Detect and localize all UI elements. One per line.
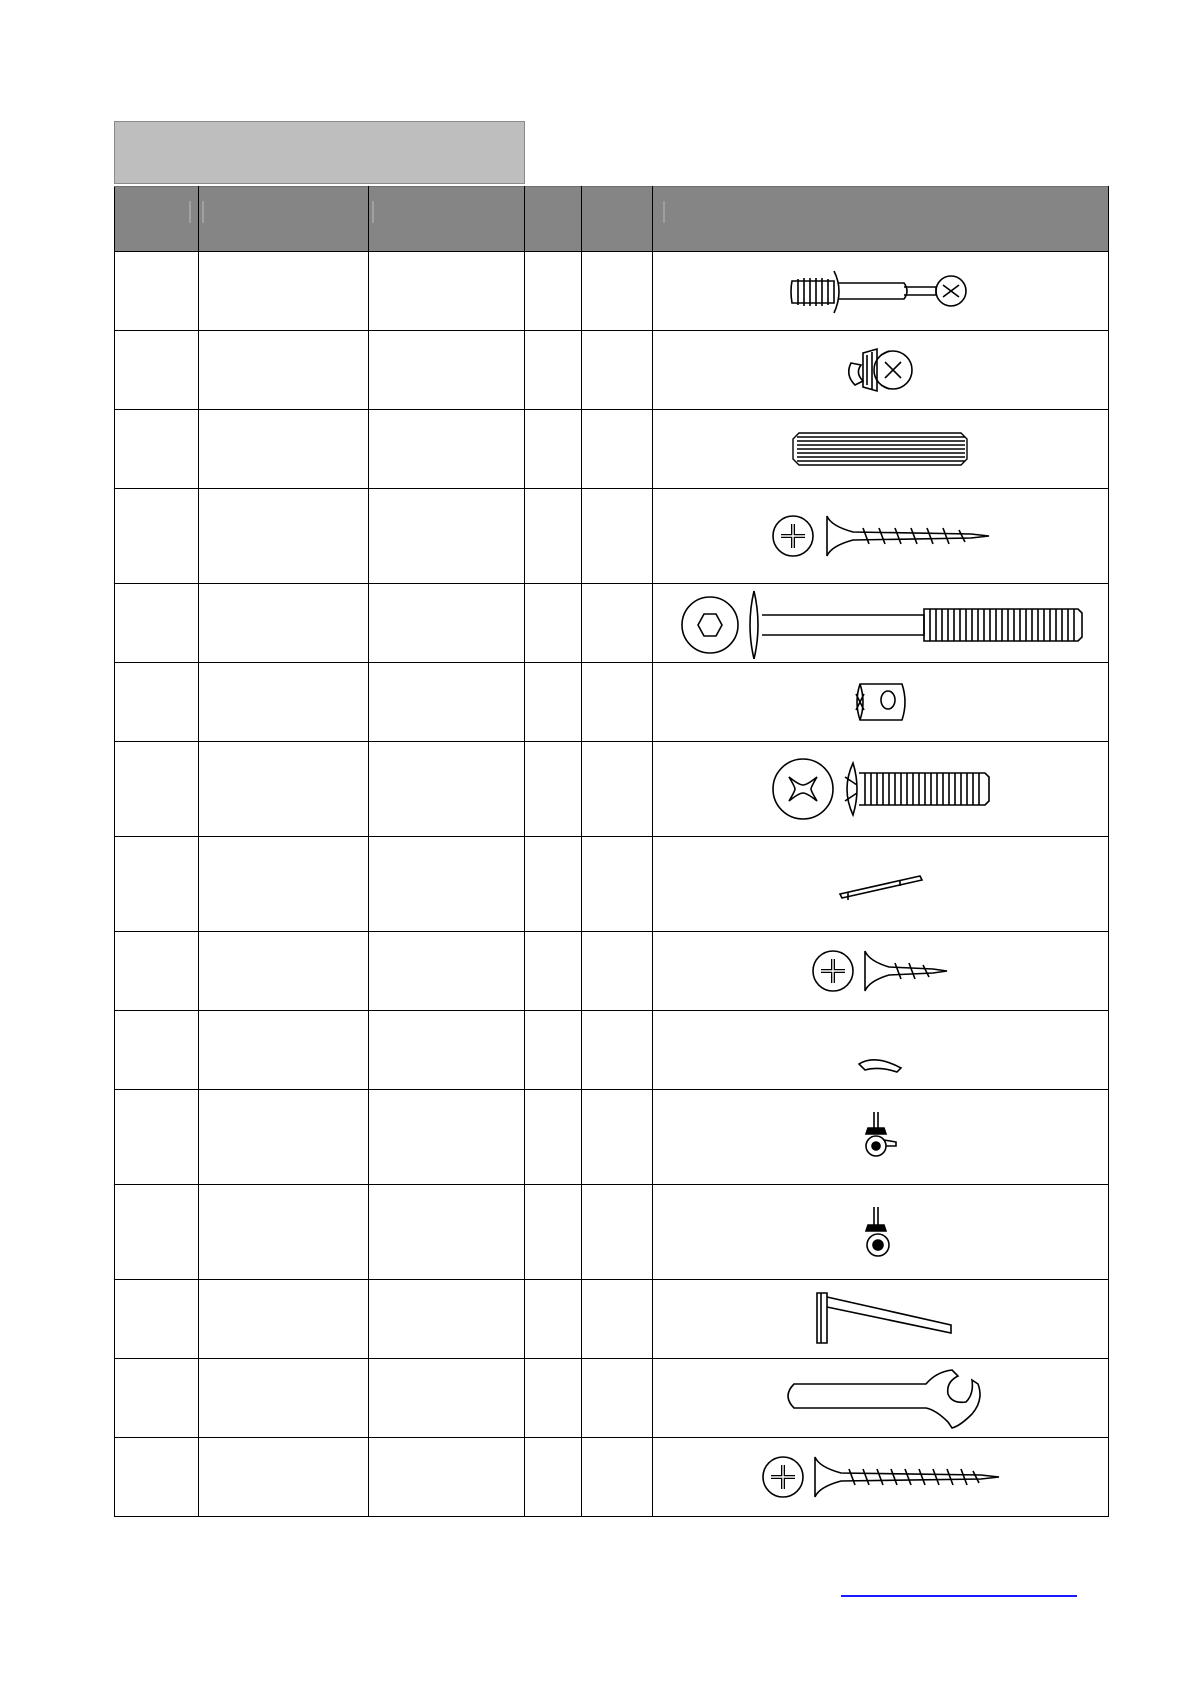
table-row (115, 252, 1109, 331)
plastic-clip-icon (851, 1020, 911, 1080)
qty-cell (525, 410, 582, 489)
header-cell-description (199, 187, 369, 252)
header-cell-size (369, 187, 525, 252)
qty-cell (525, 584, 582, 663)
long-wood-screw-icon (771, 510, 991, 562)
description-cell (199, 932, 369, 1011)
spare-cell (582, 1011, 653, 1090)
part-cell (115, 742, 199, 837)
description-cell (199, 1185, 369, 1280)
size-cell (369, 932, 525, 1011)
spare-cell (582, 932, 653, 1011)
description-cell (199, 331, 369, 410)
hex-connector-bolt-icon (676, 587, 1086, 659)
size-cell (369, 331, 525, 410)
hardware-title-bar (114, 121, 525, 184)
description-cell (199, 663, 369, 742)
cam-lock-icon (841, 341, 921, 399)
size-cell (369, 252, 525, 331)
spare-cell (582, 331, 653, 410)
description-cell (199, 252, 369, 331)
spare-cell (582, 1438, 653, 1517)
table-row (115, 1280, 1109, 1359)
qty-cell (525, 1011, 582, 1090)
table-row (115, 1438, 1109, 1517)
part-cell (115, 1185, 199, 1280)
table-row (115, 1185, 1109, 1280)
table-row (115, 410, 1109, 489)
shelf-pin-icon (836, 864, 926, 904)
size-cell (369, 489, 525, 584)
hardware-parts-table (114, 186, 1109, 1517)
part-cell (115, 837, 199, 932)
machine-screw-icon (771, 755, 991, 823)
qty-cell (525, 1185, 582, 1280)
table-row (115, 837, 1109, 932)
part-cell (115, 252, 199, 331)
qty-cell (525, 331, 582, 410)
qty-cell (525, 1280, 582, 1359)
table-row (115, 1090, 1109, 1185)
table-row (115, 1359, 1109, 1438)
size-cell (369, 663, 525, 742)
spare-cell (582, 584, 653, 663)
description-cell (199, 1011, 369, 1090)
qty-cell (525, 742, 582, 837)
part-cell (115, 932, 199, 1011)
description-cell (199, 1090, 369, 1185)
qty-cell (525, 489, 582, 584)
table-header-row (115, 187, 1109, 252)
part-cell (115, 663, 199, 742)
part-cell (115, 1280, 199, 1359)
spare-cell (582, 1280, 653, 1359)
table-row (115, 1011, 1109, 1090)
part-cell (115, 1438, 199, 1517)
qty-cell (525, 252, 582, 331)
part-cell (115, 584, 199, 663)
description-cell (199, 1280, 369, 1359)
part-cell (115, 1359, 199, 1438)
spare-cell (582, 489, 653, 584)
description-cell (199, 410, 369, 489)
header-cell-qty (525, 187, 582, 252)
size-cell (369, 1185, 525, 1280)
qty-cell (525, 1359, 582, 1438)
table-row (115, 932, 1109, 1011)
description-cell (199, 489, 369, 584)
size-cell (369, 742, 525, 837)
size-cell (369, 1280, 525, 1359)
size-cell (369, 1011, 525, 1090)
spare-cell (582, 663, 653, 742)
caster-wheel-icon (856, 1197, 906, 1267)
part-cell (115, 1090, 199, 1185)
description-cell (199, 1438, 369, 1517)
qty-cell (525, 932, 582, 1011)
qty-cell (525, 1438, 582, 1517)
table-row (115, 489, 1109, 584)
footer-link-underline[interactable] (841, 1595, 1077, 1597)
description-cell (199, 1359, 369, 1438)
part-cell (115, 331, 199, 410)
description-cell (199, 584, 369, 663)
extra-long-wood-screw-icon (761, 1451, 1001, 1503)
part-cell (115, 410, 199, 489)
wrench-icon (776, 1364, 986, 1432)
cam-dowel-bolt-icon (786, 263, 976, 319)
spare-cell (582, 1359, 653, 1438)
size-cell (369, 1359, 525, 1438)
allen-key-icon (801, 1287, 961, 1351)
barrel-nut-icon (846, 678, 916, 726)
header-cell-part (115, 187, 199, 252)
size-cell (369, 837, 525, 932)
size-cell (369, 410, 525, 489)
locking-caster-icon (856, 1102, 906, 1172)
size-cell (369, 1090, 525, 1185)
size-cell (369, 1438, 525, 1517)
table-row (115, 742, 1109, 837)
table-row (115, 331, 1109, 410)
header-cell-illustration (653, 187, 1109, 252)
spare-cell (582, 837, 653, 932)
table-row (115, 663, 1109, 742)
spare-cell (582, 742, 653, 837)
table-row (115, 584, 1109, 663)
part-cell (115, 1011, 199, 1090)
spare-cell (582, 1185, 653, 1280)
spare-cell (582, 252, 653, 331)
description-cell (199, 837, 369, 932)
qty-cell (525, 837, 582, 932)
description-cell (199, 742, 369, 837)
spare-cell (582, 1090, 653, 1185)
wood-dowel-icon (791, 427, 971, 471)
short-wood-screw-icon (811, 945, 951, 997)
spare-cell (582, 410, 653, 489)
qty-cell (525, 1090, 582, 1185)
part-cell (115, 489, 199, 584)
size-cell (369, 584, 525, 663)
qty-cell (525, 663, 582, 742)
header-cell-spare (582, 187, 653, 252)
